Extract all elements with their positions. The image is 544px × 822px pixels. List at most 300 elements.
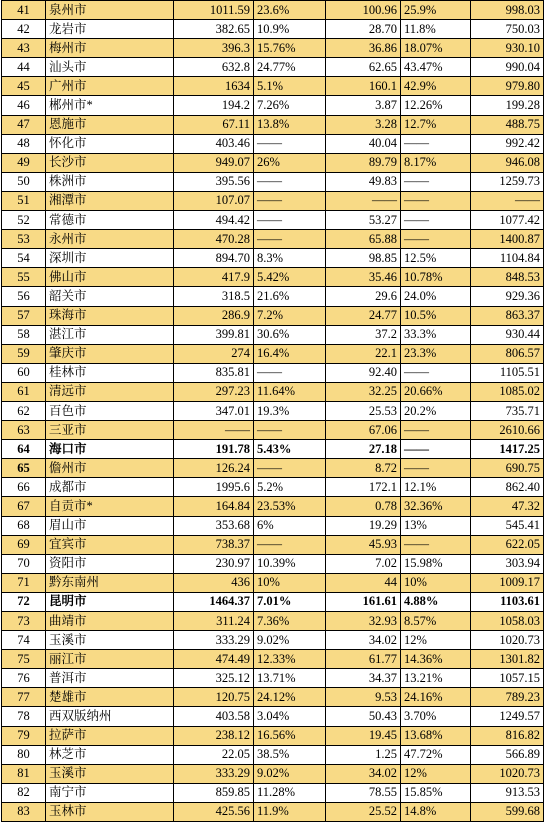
value-1-cell: 67.11 [174,115,254,134]
value-2-cell: 8.72 [326,459,401,478]
value-1-cell: 1464.37 [174,592,254,611]
percent-2-cell: 10% [401,573,471,592]
table-row [2,58,544,77]
value-1-cell: 238.12 [174,726,254,745]
value-2-cell: 172.1 [326,478,401,497]
table-row [2,688,544,707]
city-cell: 湛江市 [46,325,174,344]
value-1-cell: 333.29 [174,764,254,783]
percent-1-cell: 23.53% [254,497,326,516]
table-row [2,325,544,344]
percent-1-cell: 24.77% [254,58,326,77]
value-2-cell: 34.37 [326,669,401,688]
percent-2-cell: 3.70% [401,707,471,726]
percent-2-cell: 13.21% [401,669,471,688]
city-cell: 广州市 [46,77,174,96]
value-1-cell: —— [174,421,254,440]
table-row [2,344,544,363]
percent-1-cell: 16.56% [254,726,326,745]
city-cell: 永州市 [46,230,174,249]
rank-cell: 60 [2,363,46,382]
city-cell: 梅州市 [46,39,174,58]
percent-1-cell: 5.42% [254,268,326,287]
percent-1-cell: —— [254,211,326,230]
rank-cell: 62 [2,401,46,420]
city-cell: 资阳市 [46,554,174,573]
value-1-cell: 318.5 [174,287,254,306]
value-2-cell: 32.25 [326,382,401,401]
rank-cell: 57 [2,306,46,325]
percent-2-cell: 24.16% [401,688,471,707]
value-1-cell: 1995.6 [174,478,254,497]
value-3-cell: 816.82 [471,726,544,745]
value-3-cell: 690.75 [471,459,544,478]
rank-cell: 43 [2,39,46,58]
percent-1-cell: 7.36% [254,612,326,631]
value-3-cell: 1103.61 [471,592,544,611]
value-3-cell: 1259.73 [471,172,544,191]
table-row [2,669,544,688]
value-3-cell: 1009.17 [471,573,544,592]
percent-2-cell: 4.88% [401,592,471,611]
value-2-cell: 78.55 [326,783,401,802]
city-cell: 昆明市 [46,592,174,611]
percent-2-cell: 32.36% [401,497,471,516]
value-1-cell: 396.3 [174,39,254,58]
rank-cell: 55 [2,268,46,287]
value-3-cell: 848.53 [471,268,544,287]
value-3-cell: 1249.57 [471,707,544,726]
table-row [2,478,544,497]
value-2-cell: 1.25 [326,745,401,764]
value-3-cell: 545.41 [471,516,544,535]
rank-cell: 61 [2,382,46,401]
value-2-cell: 50.43 [326,707,401,726]
value-3-cell: 735.71 [471,401,544,420]
value-1-cell: 399.81 [174,325,254,344]
value-3-cell: 1085.02 [471,382,544,401]
value-1-cell: 859.85 [174,783,254,802]
table-row [2,401,544,420]
value-1-cell: 425.56 [174,802,254,821]
value-3-cell: 930.10 [471,39,544,58]
city-cell: 恩施市 [46,115,174,134]
value-3-cell: 1104.84 [471,249,544,268]
value-2-cell: 92.40 [326,363,401,382]
percent-1-cell: —— [254,363,326,382]
percent-2-cell: —— [401,363,471,382]
city-cell: 玉林市 [46,802,174,821]
table-row [2,172,544,191]
value-3-cell: 992.42 [471,134,544,153]
table-row [2,573,544,592]
table-row [2,497,544,516]
table-row [2,554,544,573]
rank-cell: 48 [2,134,46,153]
value-2-cell: 0.78 [326,497,401,516]
rank-cell: 64 [2,440,46,459]
value-3-cell: 806.57 [471,344,544,363]
rank-cell: 67 [2,497,46,516]
value-3-cell: 929.36 [471,287,544,306]
city-cell: 长沙市 [46,153,174,172]
percent-1-cell: 9.02% [254,764,326,783]
table-row [2,612,544,631]
percent-1-cell: 5.1% [254,77,326,96]
city-cell: 常德市 [46,211,174,230]
value-1-cell: 395.56 [174,172,254,191]
value-1-cell: 494.42 [174,211,254,230]
rank-cell: 59 [2,344,46,363]
city-cell: 肇庆市 [46,344,174,363]
percent-2-cell: —— [401,211,471,230]
percent-1-cell: 5.2% [254,478,326,497]
percent-2-cell: 12.26% [401,96,471,115]
value-3-cell: 303.94 [471,554,544,573]
percent-1-cell: 13.8% [254,115,326,134]
table-row [2,745,544,764]
value-3-cell: 1417.25 [471,440,544,459]
percent-2-cell: 12% [401,631,471,650]
percent-2-cell: —— [401,134,471,153]
value-2-cell: 34.02 [326,764,401,783]
percent-2-cell: 18.07% [401,39,471,58]
percent-2-cell: 15.85% [401,783,471,802]
value-2-cell: 89.79 [326,153,401,172]
value-3-cell: 998.03 [471,1,544,20]
city-cell: 南宁市 [46,783,174,802]
city-cell: 泉州市 [46,1,174,20]
value-1-cell: 382.65 [174,20,254,39]
rank-cell: 46 [2,96,46,115]
value-3-cell: 789.23 [471,688,544,707]
table-row [2,764,544,783]
rank-cell: 71 [2,573,46,592]
percent-1-cell: 21.6% [254,287,326,306]
percent-1-cell: —— [254,421,326,440]
value-3-cell: 566.89 [471,745,544,764]
value-2-cell: 40.04 [326,134,401,153]
table-row [2,726,544,745]
table-row [2,115,544,134]
value-1-cell: 274 [174,344,254,363]
value-1-cell: 230.97 [174,554,254,573]
rank-cell: 80 [2,745,46,764]
table-row [2,440,544,459]
percent-2-cell: 14.36% [401,650,471,669]
rank-cell: 50 [2,172,46,191]
value-2-cell: 62.65 [326,58,401,77]
city-cell: 宜宾市 [46,535,174,554]
percent-1-cell: 38.5% [254,745,326,764]
value-2-cell: 27.18 [326,440,401,459]
percent-2-cell: 15.98% [401,554,471,573]
value-1-cell: 297.23 [174,382,254,401]
value-1-cell: 474.49 [174,650,254,669]
value-2-cell: 160.1 [326,77,401,96]
rank-cell: 63 [2,421,46,440]
percent-1-cell: 5.43% [254,440,326,459]
value-3-cell: 979.80 [471,77,544,96]
rank-cell: 68 [2,516,46,535]
table-row [2,39,544,58]
percent-2-cell: —— [401,191,471,210]
value-3-cell: 622.05 [471,535,544,554]
rank-cell: 52 [2,211,46,230]
city-cell: 深圳市 [46,249,174,268]
rank-cell: 83 [2,802,46,821]
rank-cell: 41 [2,1,46,20]
percent-2-cell: 42.9% [401,77,471,96]
percent-1-cell: —— [254,172,326,191]
table-row [2,802,544,821]
city-cell: 黔东南州 [46,573,174,592]
value-2-cell: 49.83 [326,172,401,191]
rank-cell: 78 [2,707,46,726]
percent-1-cell: 7.01% [254,592,326,611]
city-cell: 湘潭市 [46,191,174,210]
percent-1-cell: 24.12% [254,688,326,707]
rank-cell: 81 [2,764,46,783]
table-row [2,650,544,669]
rank-cell: 79 [2,726,46,745]
percent-1-cell: —— [254,459,326,478]
rank-cell: 70 [2,554,46,573]
city-cell: 汕头市 [46,58,174,77]
value-3-cell: 1057.15 [471,669,544,688]
percent-1-cell: 11.9% [254,802,326,821]
table-row [2,134,544,153]
percent-2-cell: —— [401,459,471,478]
percent-2-cell: 10.78% [401,268,471,287]
value-2-cell: 32.93 [326,612,401,631]
rank-cell: 66 [2,478,46,497]
value-2-cell: 24.77 [326,306,401,325]
value-2-cell: 161.61 [326,592,401,611]
value-2-cell: 35.46 [326,268,401,287]
value-3-cell: 47.32 [471,497,544,516]
table-row [2,153,544,172]
rank-cell: 73 [2,612,46,631]
value-2-cell: 28.70 [326,20,401,39]
percent-2-cell: 8.17% [401,153,471,172]
value-3-cell: 913.53 [471,783,544,802]
city-cell: 玉溪市 [46,764,174,783]
value-3-cell: 1077.42 [471,211,544,230]
value-1-cell: 311.24 [174,612,254,631]
percent-1-cell: 16.4% [254,344,326,363]
rank-cell: 54 [2,249,46,268]
percent-2-cell: —— [401,230,471,249]
city-cell: 曲靖市 [46,612,174,631]
percent-2-cell: 13% [401,516,471,535]
table-row [2,306,544,325]
table-row [2,707,544,726]
value-2-cell: 67.06 [326,421,401,440]
value-1-cell: 632.8 [174,58,254,77]
value-3-cell: 990.04 [471,58,544,77]
value-3-cell: 599.68 [471,802,544,821]
value-2-cell: 44 [326,573,401,592]
rank-cell: 69 [2,535,46,554]
percent-1-cell: 11.28% [254,783,326,802]
rank-cell: 53 [2,230,46,249]
value-2-cell: 45.93 [326,535,401,554]
percent-1-cell: 15.76% [254,39,326,58]
value-1-cell: 353.68 [174,516,254,535]
percent-2-cell: 14.8% [401,802,471,821]
value-1-cell: 325.12 [174,669,254,688]
percent-1-cell: 7.2% [254,306,326,325]
rank-cell: 75 [2,650,46,669]
rank-cell: 58 [2,325,46,344]
table-row [2,211,544,230]
percent-2-cell: —— [401,172,471,191]
city-cell: 清远市 [46,382,174,401]
city-statistics-table [1,0,544,822]
value-3-cell: 2610.66 [471,421,544,440]
value-2-cell: 37.2 [326,325,401,344]
rank-cell: 76 [2,669,46,688]
city-cell: 三亚市 [46,421,174,440]
value-1-cell: 22.05 [174,745,254,764]
value-1-cell: 894.70 [174,249,254,268]
value-1-cell: 403.46 [174,134,254,153]
value-3-cell: 1301.82 [471,650,544,669]
value-2-cell: 22.1 [326,344,401,363]
city-cell: 玉溪市 [46,631,174,650]
percent-1-cell: 6% [254,516,326,535]
percent-2-cell: 20.66% [401,382,471,401]
percent-2-cell: 13.68% [401,726,471,745]
table-row [2,1,544,20]
rank-cell: 82 [2,783,46,802]
table-row [2,421,544,440]
value-1-cell: 194.2 [174,96,254,115]
value-2-cell: 53.27 [326,211,401,230]
rank-cell: 74 [2,631,46,650]
table-row [2,268,544,287]
value-1-cell: 436 [174,573,254,592]
value-3-cell: 1400.87 [471,230,544,249]
city-cell: 眉山市 [46,516,174,535]
table-row [2,592,544,611]
table-row [2,249,544,268]
value-3-cell: 946.08 [471,153,544,172]
rank-cell: 47 [2,115,46,134]
percent-2-cell: 8.57% [401,612,471,631]
percent-1-cell: 8.3% [254,249,326,268]
percent-2-cell: 20.2% [401,401,471,420]
percent-1-cell: 11.64% [254,382,326,401]
value-3-cell: 862.40 [471,478,544,497]
value-1-cell: 120.75 [174,688,254,707]
city-cell: 西双版纳州 [46,707,174,726]
value-3-cell: 1105.51 [471,363,544,382]
percent-2-cell: —— [401,421,471,440]
value-2-cell: 19.29 [326,516,401,535]
percent-2-cell: 25.9% [401,1,471,20]
value-3-cell: 1020.73 [471,631,544,650]
value-3-cell: 930.44 [471,325,544,344]
value-3-cell: 750.03 [471,20,544,39]
value-3-cell: 1020.73 [471,764,544,783]
value-1-cell: 164.84 [174,497,254,516]
percent-2-cell: 12% [401,764,471,783]
rank-cell: 49 [2,153,46,172]
percent-2-cell: 47.72% [401,745,471,764]
percent-1-cell: 30.6% [254,325,326,344]
table-body [2,1,544,822]
city-cell: 儋州市 [46,459,174,478]
city-cell: 株洲市 [46,172,174,191]
value-1-cell: 949.07 [174,153,254,172]
city-cell: 普洱市 [46,669,174,688]
rank-cell: 45 [2,77,46,96]
city-cell: 龙岩市 [46,20,174,39]
city-cell: 佛山市 [46,268,174,287]
rank-cell: 42 [2,20,46,39]
percent-2-cell: —— [401,440,471,459]
value-2-cell: 29.6 [326,287,401,306]
table-row [2,535,544,554]
city-cell: 郴州市* [46,96,174,115]
rank-cell: 65 [2,459,46,478]
value-2-cell: 61.77 [326,650,401,669]
city-cell: 海口市 [46,440,174,459]
city-cell: 拉萨市 [46,726,174,745]
value-1-cell: 417.9 [174,268,254,287]
value-2-cell: 98.85 [326,249,401,268]
city-cell: 百色市 [46,401,174,420]
value-1-cell: 403.58 [174,707,254,726]
table-row [2,230,544,249]
value-2-cell: 65.88 [326,230,401,249]
percent-2-cell: 24.0% [401,287,471,306]
value-1-cell: 738.37 [174,535,254,554]
value-1-cell: 107.07 [174,191,254,210]
city-cell: 韶关市 [46,287,174,306]
table-row [2,363,544,382]
percent-2-cell: 43.47% [401,58,471,77]
value-2-cell: 34.02 [326,631,401,650]
value-3-cell: 863.37 [471,306,544,325]
table-row [2,516,544,535]
value-1-cell: 126.24 [174,459,254,478]
rank-cell: 72 [2,592,46,611]
rank-cell: 56 [2,287,46,306]
percent-1-cell: 10.39% [254,554,326,573]
rank-cell: 51 [2,191,46,210]
value-2-cell: 3.28 [326,115,401,134]
value-3-cell: —— [471,191,544,210]
table-row [2,77,544,96]
city-cell: 林芝市 [46,745,174,764]
city-cell: 楚雄市 [46,688,174,707]
percent-1-cell: 10% [254,573,326,592]
percent-2-cell: —— [401,535,471,554]
value-1-cell: 470.28 [174,230,254,249]
percent-1-cell: 13.71% [254,669,326,688]
city-cell: 丽江市 [46,650,174,669]
city-cell: 珠海市 [46,306,174,325]
value-1-cell: 1011.59 [174,1,254,20]
percent-2-cell: 12.1% [401,478,471,497]
table-row [2,382,544,401]
percent-1-cell: 7.26% [254,96,326,115]
percent-2-cell: 33.3% [401,325,471,344]
table-row [2,287,544,306]
